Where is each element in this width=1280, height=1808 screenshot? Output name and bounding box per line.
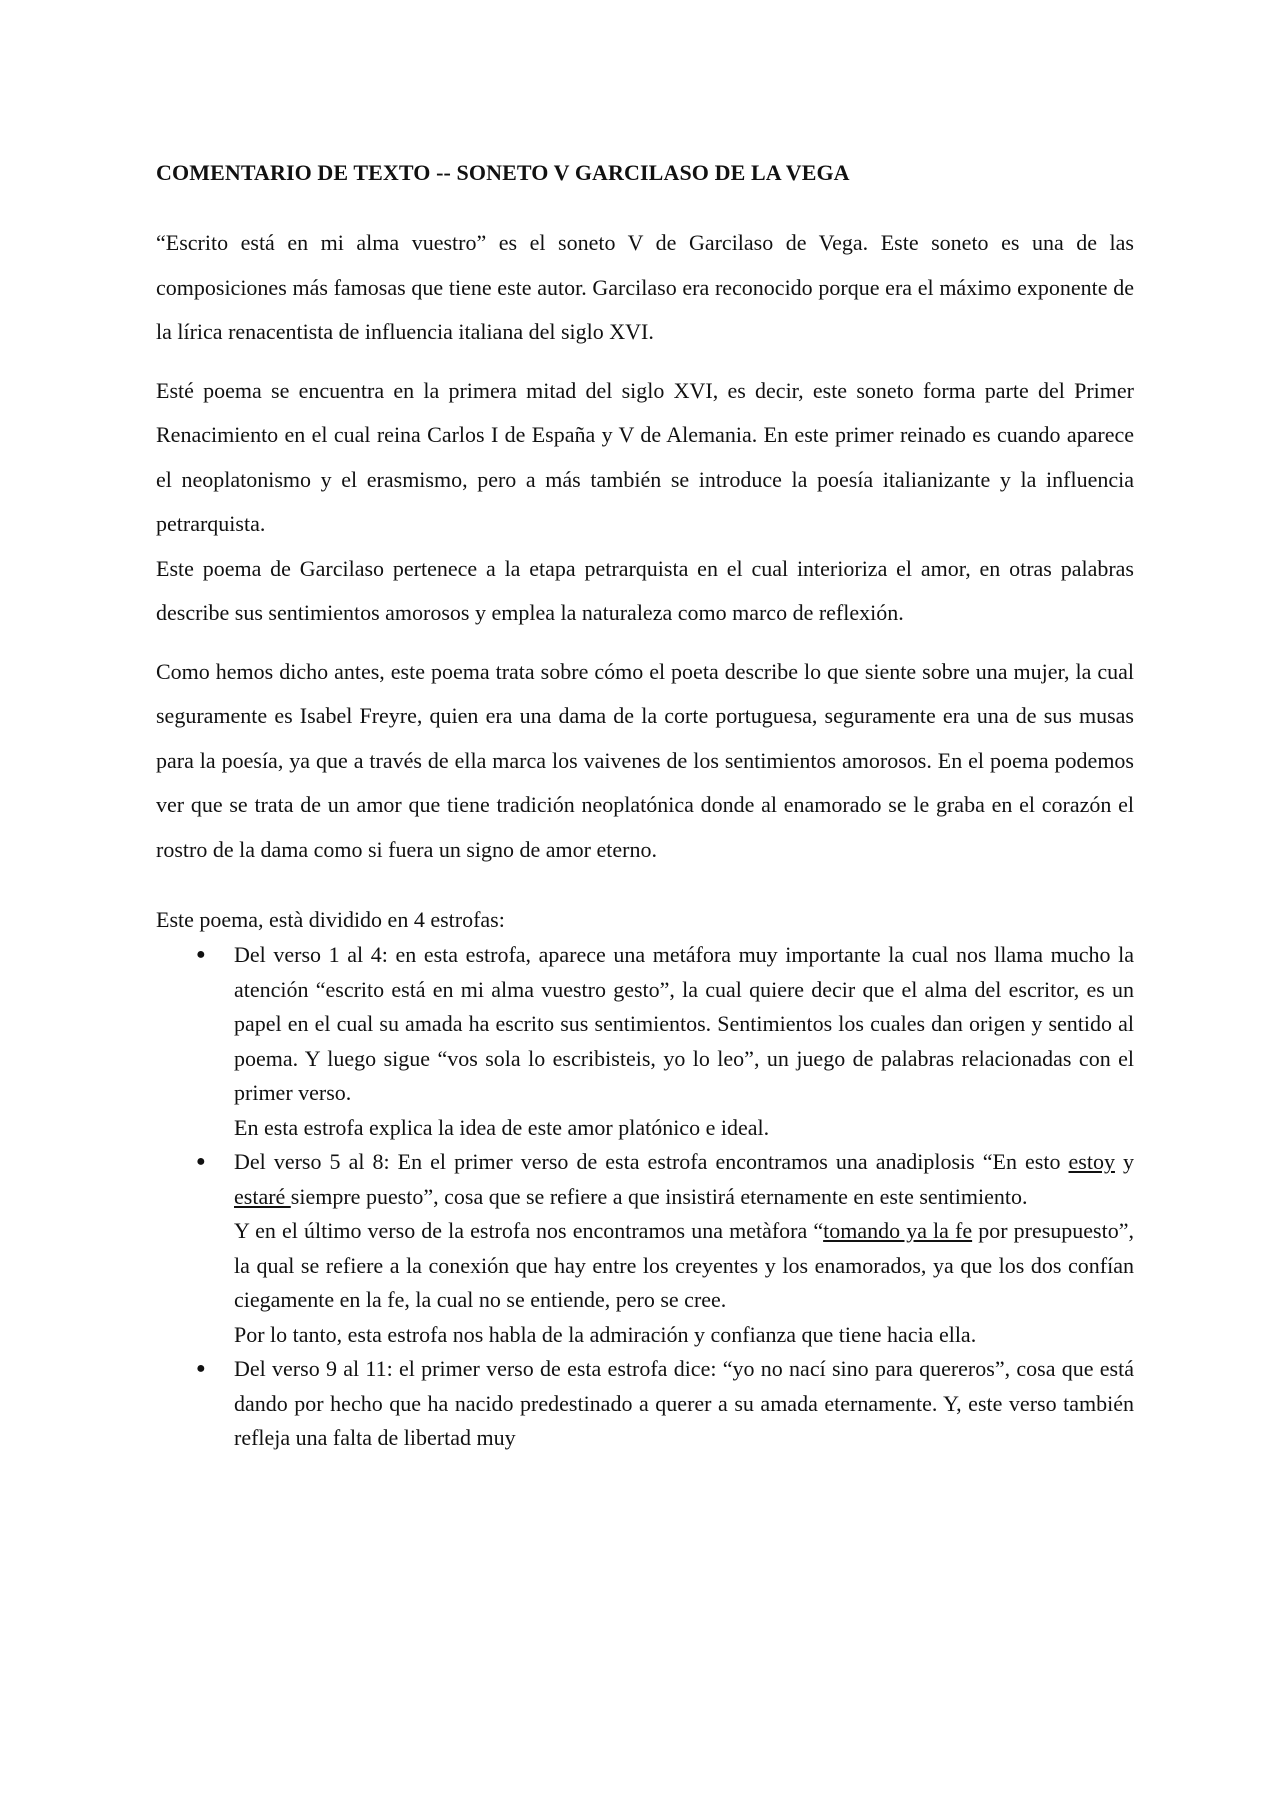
underlined-phrase: tomando ya la fe — [823, 1218, 973, 1243]
text-segment: Del verso 5 al 8: En el primer verso de esta estrofa encontramos una anadiplosis “En esto — [234, 1149, 1069, 1174]
list-item-extra: Por lo tanto, esta estrofa nos habla de la admiración y confianza que tiene hacia ella. — [234, 1321, 977, 1347]
stanza-list — [156, 938, 1134, 1456]
underlined-word: estoy — [1068, 1149, 1115, 1174]
text-segment: Y en el último verso de la estrofa nos encontramos una metàfora “ — [234, 1218, 824, 1243]
list-item — [156, 1352, 1134, 1456]
paragraph-context: Esté poema se encuentra en la primera mitad del siglo XVI, es decir, este soneto forma parte del Primer Renacimiento en el cual reina Carlos I de España y V de Alemania. En este primer reinado es cuando aparece el neoplatonismo y el erasmismo, pero a más también se introduce la poesía italianizante y la influencia petrarquista. — [156, 377, 1134, 536]
text-segment: y — [1114, 1149, 1135, 1174]
document-page — [156, 148, 1134, 1456]
text-segment: siempre puesto”, cosa que se refiere a que insistirá eternamente en este sentimiento. — [290, 1183, 1028, 1209]
paragraph-theme: Como hemos dicho antes, este poema trata sobre cómo el poeta describe lo que siente sobre una mujer, la cual seguramente es Isabel Freyre, quien era una dama de la corte portuguesa, seguramente era una de sus musas para la poesía, ya que a través de ella marca los vaivenes de los sentimientos amorosos. En el poema podemos ver que se trata de un amor que tiene tradición neoplatónica donde al enamorado se le graba en el corazón el rostro de la dama como si fuera un signo de amor eterno. — [156, 658, 1134, 862]
list-item-text: Del verso 1 al 4: en esta estrofa, aparece una metáfora muy importante la cual nos llama mucho la atención “escrito está en mi alma vuestro gesto”, la cual quiere decir que el alma del escritor, es un papel en el cual su amada ha escrito sus sentimientos. Sentimientos los cuales dan origen y sentido al poema. Y luego sigue “vos sola lo escribisteis, yo lo leo”, un juego de palabras relacionadas con el primer verso. — [234, 942, 1134, 1105]
list-intro: Este poema, està dividido en 4 estrofas: — [156, 907, 505, 932]
paragraph-intro: “Escrito está en mi alma vuestro” es el soneto V de Garcilaso de Vega. Este soneto es una de las composiciones más famosas que tiene este autor. Garcilaso era reconocido porque era el máximo exponente de la lírica renacentista de influencia italiana del siglo XVI. — [156, 230, 1134, 344]
list-item-text — [234, 1149, 1134, 1209]
bullet-icon: ● — [196, 1360, 206, 1377]
text-segment: por presupuesto”, la qual se refiere a la conexión que hay entre los creyentes y los enamorados, ya que los dos confían ciegamente en la fe, la cual no se entiende, pero se cree. — [234, 1218, 1134, 1312]
list-item-text: Del verso 9 al 11: el primer verso de esta estrofa dice: “yo no nací sino para quereros”, cosa que está dando por hecho que ha nacido predestinado a querer a su amada eternamente. Y, este verso también refleja una falta de libertad muy — [234, 1356, 1134, 1450]
document-title: COMENTARIO DE TEXTO -- SONETO V GARCILASO DE LA VEGA — [156, 160, 850, 185]
list-item — [156, 938, 1134, 1145]
underlined-word: estaré — [234, 1183, 291, 1209]
list-item-extra: En esta estrofa explica la idea de este amor platónico e ideal. — [234, 1114, 770, 1140]
list-item-subparagraph — [234, 1214, 1134, 1318]
bullet-icon: ● — [196, 946, 206, 963]
paragraph-stage: Este poema de Garcilaso pertenece a la etapa petrarquista en el cual interioriza el amor, en otras palabras describe sus sentimientos amorosos y emplea la naturaleza como marco de reflexión. — [156, 555, 1134, 625]
bullet-icon: ● — [196, 1153, 206, 1170]
list-item — [156, 1145, 1134, 1352]
